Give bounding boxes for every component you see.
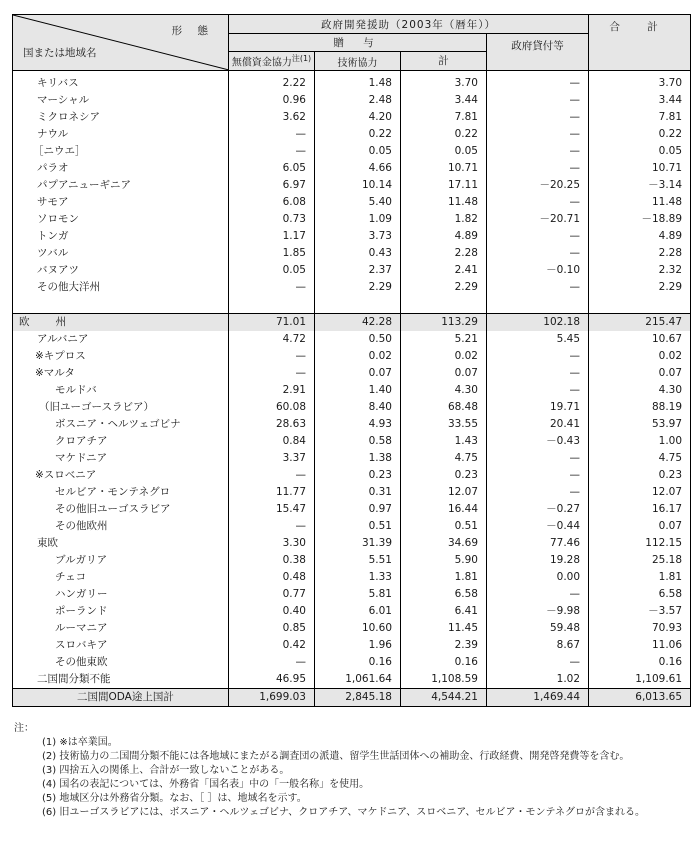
value-cell: 112.15 bbox=[589, 535, 691, 552]
value-cell: 3.37 bbox=[229, 450, 315, 467]
country-label: 国または地域名 bbox=[23, 47, 97, 59]
value-cell: 42.28 bbox=[315, 314, 401, 332]
value-cell: — bbox=[229, 654, 315, 671]
value-cell: 3.70 bbox=[589, 71, 691, 93]
footnotes bbox=[14, 722, 700, 820]
row-label-cell: トンガ bbox=[13, 228, 229, 245]
note-item: (6) 旧ユーゴスラビアには、ボスニア・ヘルツェゴビナ、クロアチア、マケドニア、スロベニア、セルビア・モンテネグロが含まれる。 bbox=[42, 807, 646, 818]
row-label-cell: ボスニア・ヘルツェゴビナ bbox=[13, 416, 229, 433]
value-cell: 3.70 bbox=[401, 71, 487, 93]
value-cell: 2.29 bbox=[589, 279, 691, 296]
value-cell: 1.82 bbox=[401, 211, 487, 228]
value-cell: 0.50 bbox=[315, 331, 401, 348]
table-row bbox=[13, 109, 691, 126]
value-cell: — bbox=[487, 654, 589, 671]
value-cell: 0.40 bbox=[229, 603, 315, 620]
value-cell: 0.22 bbox=[589, 126, 691, 143]
value-cell: －0.10 bbox=[487, 262, 589, 279]
value-cell: 0.23 bbox=[401, 467, 487, 484]
value-cell: 2.48 bbox=[315, 92, 401, 109]
subtotal-header: 計 bbox=[401, 52, 487, 71]
table-row bbox=[13, 245, 691, 262]
value-cell: 4.75 bbox=[401, 450, 487, 467]
value-cell: 4.66 bbox=[315, 160, 401, 177]
value-cell: 4.93 bbox=[315, 416, 401, 433]
value-cell: 19.28 bbox=[487, 552, 589, 569]
row-label-cell: その他欧州 bbox=[13, 518, 229, 535]
value-cell: 15.47 bbox=[229, 501, 315, 518]
value-cell: 1,109.61 bbox=[589, 671, 691, 689]
value-cell: — bbox=[229, 467, 315, 484]
value-cell: 3.62 bbox=[229, 109, 315, 126]
table-row bbox=[13, 603, 691, 620]
value-cell: 0.07 bbox=[589, 518, 691, 535]
value-cell: 12.07 bbox=[401, 484, 487, 501]
note-item: (3) 四捨五入の関係上、合計が一致しないことがある。 bbox=[42, 765, 290, 776]
row-label-cell: パプアニューギニア bbox=[13, 177, 229, 194]
value-cell: 5.81 bbox=[315, 586, 401, 603]
value-cell: — bbox=[487, 71, 589, 93]
value-cell: 1.33 bbox=[315, 569, 401, 586]
table-row bbox=[13, 535, 691, 552]
table-row bbox=[13, 126, 691, 143]
form-label: 形 態 bbox=[171, 25, 214, 37]
table-row bbox=[13, 262, 691, 279]
value-cell: 10.71 bbox=[589, 160, 691, 177]
value-cell: 2.29 bbox=[315, 279, 401, 296]
value-cell: 2.41 bbox=[401, 262, 487, 279]
grant-aid-header: 無償資金協力$^{注(1)}$ bbox=[229, 52, 315, 71]
oda-table bbox=[12, 14, 691, 707]
value-cell: 4.20 bbox=[315, 109, 401, 126]
value-cell: — bbox=[487, 467, 589, 484]
row-label-cell: ルーマニア bbox=[13, 620, 229, 637]
value-cell: 0.02 bbox=[589, 348, 691, 365]
value-cell: 0.48 bbox=[229, 569, 315, 586]
value-cell: — bbox=[487, 160, 589, 177]
row-label-cell: チェコ bbox=[13, 569, 229, 586]
value-cell: 0.22 bbox=[401, 126, 487, 143]
value-cell: 4.89 bbox=[589, 228, 691, 245]
value-cell: 2.28 bbox=[401, 245, 487, 262]
value-cell: －20.71 bbox=[487, 211, 589, 228]
table-row bbox=[13, 160, 691, 177]
value-cell: — bbox=[487, 109, 589, 126]
value-cell: 33.55 bbox=[401, 416, 487, 433]
value-cell: 0.23 bbox=[315, 467, 401, 484]
row-label-cell: サモア bbox=[13, 194, 229, 211]
table-row bbox=[13, 501, 691, 518]
value-cell: －0.44 bbox=[487, 518, 589, 535]
row-label-cell: ポーランド bbox=[13, 603, 229, 620]
value-cell: 59.48 bbox=[487, 620, 589, 637]
value-cell: 4.89 bbox=[401, 228, 487, 245]
value-cell: — bbox=[229, 365, 315, 382]
table-row bbox=[13, 467, 691, 484]
row-label-cell: セルビア・モンテネグロ bbox=[13, 484, 229, 501]
value-cell: 6.08 bbox=[229, 194, 315, 211]
value-cell: — bbox=[487, 365, 589, 382]
value-cell: 0.51 bbox=[315, 518, 401, 535]
value-cell: 6.05 bbox=[229, 160, 315, 177]
value-cell: －3.57 bbox=[589, 603, 691, 620]
value-cell: 1.38 bbox=[315, 450, 401, 467]
table-row bbox=[13, 71, 691, 93]
value-cell: －18.89 bbox=[589, 211, 691, 228]
value-cell: －9.98 bbox=[487, 603, 589, 620]
value-cell: — bbox=[229, 518, 315, 535]
value-cell: －3.14 bbox=[589, 177, 691, 194]
table-row bbox=[13, 484, 691, 501]
grand-total-row bbox=[13, 689, 691, 707]
value-cell: 5.90 bbox=[401, 552, 487, 569]
tech-coop-header: 技術協力 bbox=[315, 52, 401, 71]
table-row bbox=[13, 382, 691, 399]
row-label-cell: ※キプロス bbox=[13, 348, 229, 365]
value-cell: 0.05 bbox=[589, 143, 691, 160]
row-label-cell: その他大洋州 bbox=[13, 279, 229, 296]
row-label-cell: ミクロネシア bbox=[13, 109, 229, 126]
value-cell: 5.21 bbox=[401, 331, 487, 348]
value-cell bbox=[401, 296, 487, 314]
value-cell: 0.73 bbox=[229, 211, 315, 228]
table-row bbox=[13, 450, 691, 467]
value-cell: — bbox=[487, 484, 589, 501]
value-cell: 20.41 bbox=[487, 416, 589, 433]
value-cell: 0.23 bbox=[589, 467, 691, 484]
value-cell: 0.84 bbox=[229, 433, 315, 450]
value-cell: 70.93 bbox=[589, 620, 691, 637]
value-cell: 0.43 bbox=[315, 245, 401, 262]
value-cell: 2.32 bbox=[589, 262, 691, 279]
value-cell: －0.27 bbox=[487, 501, 589, 518]
value-cell: 4.30 bbox=[401, 382, 487, 399]
value-cell: 17.11 bbox=[401, 177, 487, 194]
row-label-cell: ※スロベニア bbox=[13, 467, 229, 484]
value-cell: 0.77 bbox=[229, 586, 315, 603]
value-cell bbox=[13, 296, 229, 314]
row-label-cell: ツバル bbox=[13, 245, 229, 262]
row-label-cell: クロアチア bbox=[13, 433, 229, 450]
value-cell: 11.45 bbox=[401, 620, 487, 637]
value-cell: 0.05 bbox=[315, 143, 401, 160]
value-cell: 1.40 bbox=[315, 382, 401, 399]
row-label-cell: その他旧ユーゴスラビア bbox=[13, 501, 229, 518]
value-cell: 3.30 bbox=[229, 535, 315, 552]
value-cell: 1,699.03 bbox=[229, 689, 315, 707]
value-cell: 0.85 bbox=[229, 620, 315, 637]
value-cell: 6.97 bbox=[229, 177, 315, 194]
table-row bbox=[13, 654, 691, 671]
note-item: (4) 国名の表記については、外務省「国名表」中の「一般名称」を使用。 bbox=[42, 779, 370, 790]
value-cell: 0.42 bbox=[229, 637, 315, 654]
value-cell: 10.14 bbox=[315, 177, 401, 194]
row-label-cell: ［ニウエ］ bbox=[13, 143, 229, 160]
value-cell: 0.05 bbox=[401, 143, 487, 160]
value-cell: — bbox=[487, 245, 589, 262]
value-cell: 71.01 bbox=[229, 314, 315, 332]
value-cell: 2.37 bbox=[315, 262, 401, 279]
table-row bbox=[13, 552, 691, 569]
value-cell bbox=[589, 296, 691, 314]
row-label-cell: モルドバ bbox=[13, 382, 229, 399]
total-header: 合 計 bbox=[589, 15, 691, 71]
table-row bbox=[13, 433, 691, 450]
value-cell: 4,544.21 bbox=[401, 689, 487, 707]
value-cell: 4.30 bbox=[589, 382, 691, 399]
value-cell: — bbox=[229, 279, 315, 296]
table-row bbox=[13, 416, 691, 433]
value-cell: 0.38 bbox=[229, 552, 315, 569]
table-row bbox=[13, 586, 691, 603]
value-cell: 6.01 bbox=[315, 603, 401, 620]
table-row bbox=[13, 194, 691, 211]
value-cell: 25.18 bbox=[589, 552, 691, 569]
row-label-cell: ※マルタ bbox=[13, 365, 229, 382]
value-cell: — bbox=[229, 126, 315, 143]
value-cell: — bbox=[487, 382, 589, 399]
value-cell: 0.22 bbox=[315, 126, 401, 143]
table-row bbox=[13, 671, 691, 689]
value-cell: 1.81 bbox=[589, 569, 691, 586]
value-cell: 1.02 bbox=[487, 671, 589, 689]
value-cell: 0.16 bbox=[401, 654, 487, 671]
table-row bbox=[13, 637, 691, 654]
value-cell: 1.96 bbox=[315, 637, 401, 654]
value-cell: — bbox=[487, 348, 589, 365]
value-cell: — bbox=[229, 143, 315, 160]
table-row bbox=[13, 211, 691, 228]
value-cell: 60.08 bbox=[229, 399, 315, 416]
value-cell: 1.48 bbox=[315, 71, 401, 93]
value-cell: 0.02 bbox=[401, 348, 487, 365]
value-cell: 0.31 bbox=[315, 484, 401, 501]
value-cell: 12.07 bbox=[589, 484, 691, 501]
value-cell bbox=[315, 296, 401, 314]
value-cell: 215.47 bbox=[589, 314, 691, 332]
table-row bbox=[13, 569, 691, 586]
value-cell: 1.81 bbox=[401, 569, 487, 586]
value-cell: 6.58 bbox=[589, 586, 691, 603]
value-cell: — bbox=[487, 228, 589, 245]
value-cell: — bbox=[487, 586, 589, 603]
value-cell: 8.40 bbox=[315, 399, 401, 416]
header-corner-cell bbox=[13, 15, 229, 71]
table-header bbox=[13, 15, 691, 71]
value-cell: — bbox=[487, 126, 589, 143]
row-label-cell: 欧州 bbox=[13, 314, 229, 332]
value-cell: －0.43 bbox=[487, 433, 589, 450]
row-label-cell: （旧ユーゴースラビア） bbox=[13, 399, 229, 416]
value-cell: 6.41 bbox=[401, 603, 487, 620]
value-cell: 6,013.65 bbox=[589, 689, 691, 707]
row-label-cell: ブルガリア bbox=[13, 552, 229, 569]
row-label-cell: ソロモン bbox=[13, 211, 229, 228]
value-cell: 2,845.18 bbox=[315, 689, 401, 707]
value-cell: 3.44 bbox=[589, 92, 691, 109]
value-cell: — bbox=[487, 450, 589, 467]
value-cell: 113.29 bbox=[401, 314, 487, 332]
value-cell: 0.96 bbox=[229, 92, 315, 109]
value-cell: 53.97 bbox=[589, 416, 691, 433]
value-cell: 16.44 bbox=[401, 501, 487, 518]
row-label-cell: マーシャル bbox=[13, 92, 229, 109]
value-cell: 5.45 bbox=[487, 331, 589, 348]
value-cell: 1.17 bbox=[229, 228, 315, 245]
value-cell: 2.91 bbox=[229, 382, 315, 399]
value-cell: 0.07 bbox=[315, 365, 401, 382]
value-cell: 3.73 bbox=[315, 228, 401, 245]
value-cell: 2.39 bbox=[401, 637, 487, 654]
value-cell: — bbox=[487, 194, 589, 211]
value-cell: 0.51 bbox=[401, 518, 487, 535]
table-row bbox=[13, 177, 691, 194]
value-cell: 1,108.59 bbox=[401, 671, 487, 689]
oda-title: 政府開発援助（2003年（暦年）） bbox=[229, 15, 589, 34]
value-cell: 4.75 bbox=[589, 450, 691, 467]
value-cell: 2.28 bbox=[589, 245, 691, 262]
value-cell: 11.77 bbox=[229, 484, 315, 501]
row-label-cell: 二国間分類不能 bbox=[13, 671, 229, 689]
row-label-cell: スロバキア bbox=[13, 637, 229, 654]
value-cell: 68.48 bbox=[401, 399, 487, 416]
value-cell: 88.19 bbox=[589, 399, 691, 416]
value-cell: 7.81 bbox=[401, 109, 487, 126]
value-cell: 0.00 bbox=[487, 569, 589, 586]
value-cell: 1,061.64 bbox=[315, 671, 401, 689]
value-cell: 34.69 bbox=[401, 535, 487, 552]
value-cell: — bbox=[229, 348, 315, 365]
value-cell: 0.16 bbox=[315, 654, 401, 671]
table-body bbox=[13, 71, 691, 707]
spacer-row bbox=[13, 296, 691, 314]
value-cell: 10.60 bbox=[315, 620, 401, 637]
value-cell: 28.63 bbox=[229, 416, 315, 433]
value-cell: 1.43 bbox=[401, 433, 487, 450]
value-cell: 77.46 bbox=[487, 535, 589, 552]
value-cell: — bbox=[487, 143, 589, 160]
value-cell: 0.97 bbox=[315, 501, 401, 518]
value-cell: 11.06 bbox=[589, 637, 691, 654]
note-item: (5) 地域区分は外務省分類。なお、［ ］は、地域名を示す。 bbox=[42, 793, 307, 804]
value-cell: －20.25 bbox=[487, 177, 589, 194]
loans-header: 政府貸付等 bbox=[487, 34, 589, 71]
row-label-cell: 東欧 bbox=[13, 535, 229, 552]
value-cell: 2.22 bbox=[229, 71, 315, 93]
value-cell: — bbox=[487, 279, 589, 296]
value-cell: 16.17 bbox=[589, 501, 691, 518]
table-row bbox=[13, 348, 691, 365]
table-row bbox=[13, 228, 691, 245]
value-cell: 0.02 bbox=[315, 348, 401, 365]
table-row bbox=[13, 143, 691, 160]
value-cell: — bbox=[487, 92, 589, 109]
row-label-cell: ナウル bbox=[13, 126, 229, 143]
row-label-cell: バヌアツ bbox=[13, 262, 229, 279]
value-cell: 5.51 bbox=[315, 552, 401, 569]
value-cell: 0.07 bbox=[589, 365, 691, 382]
value-cell bbox=[229, 296, 315, 314]
row-label-cell: パラオ bbox=[13, 160, 229, 177]
value-cell: 10.67 bbox=[589, 331, 691, 348]
value-cell: 5.40 bbox=[315, 194, 401, 211]
value-cell: 0.58 bbox=[315, 433, 401, 450]
grant-header: 贈 与 bbox=[229, 34, 487, 52]
row-label-cell: その他東欧 bbox=[13, 654, 229, 671]
value-cell: 11.48 bbox=[401, 194, 487, 211]
value-cell: 7.81 bbox=[589, 109, 691, 126]
table-row bbox=[13, 620, 691, 637]
row-label-cell: キリバス bbox=[13, 71, 229, 93]
value-cell: 3.44 bbox=[401, 92, 487, 109]
value-cell: 0.07 bbox=[401, 365, 487, 382]
table-row bbox=[13, 331, 691, 348]
value-cell: 19.71 bbox=[487, 399, 589, 416]
note-item: (2) 技術協力の二国間分類不能には各地域にまたがる調査団の派遣、留学生世話団体への補助金、行政経費、開発啓発費等を含む。 bbox=[42, 751, 630, 762]
value-cell: 6.58 bbox=[401, 586, 487, 603]
value-cell: 10.71 bbox=[401, 160, 487, 177]
table-row bbox=[13, 279, 691, 296]
table-row bbox=[13, 399, 691, 416]
value-cell: 102.18 bbox=[487, 314, 589, 332]
value-cell bbox=[487, 296, 589, 314]
note-item: (1) ※は卒業国。 bbox=[42, 737, 118, 748]
value-cell: 2.29 bbox=[401, 279, 487, 296]
value-cell: 1.00 bbox=[589, 433, 691, 450]
value-cell: 1.85 bbox=[229, 245, 315, 262]
value-cell: 4.72 bbox=[229, 331, 315, 348]
table-row bbox=[13, 92, 691, 109]
row-label-cell: ハンガリー bbox=[13, 586, 229, 603]
value-cell: 1.09 bbox=[315, 211, 401, 228]
row-label-cell: マケドニア bbox=[13, 450, 229, 467]
row-label-cell: アルバニア bbox=[13, 331, 229, 348]
value-cell: 11.48 bbox=[589, 194, 691, 211]
value-cell: 31.39 bbox=[315, 535, 401, 552]
value-cell: 8.67 bbox=[487, 637, 589, 654]
value-cell: 1,469.44 bbox=[487, 689, 589, 707]
value-cell: 46.95 bbox=[229, 671, 315, 689]
region-row-europe bbox=[13, 314, 691, 332]
value-cell: 0.05 bbox=[229, 262, 315, 279]
value-cell: 0.16 bbox=[589, 654, 691, 671]
notes-heading: 注： bbox=[14, 723, 34, 734]
table-row bbox=[13, 518, 691, 535]
table-row bbox=[13, 365, 691, 382]
row-label-cell: 二国間ODA途上国計 bbox=[13, 689, 229, 707]
